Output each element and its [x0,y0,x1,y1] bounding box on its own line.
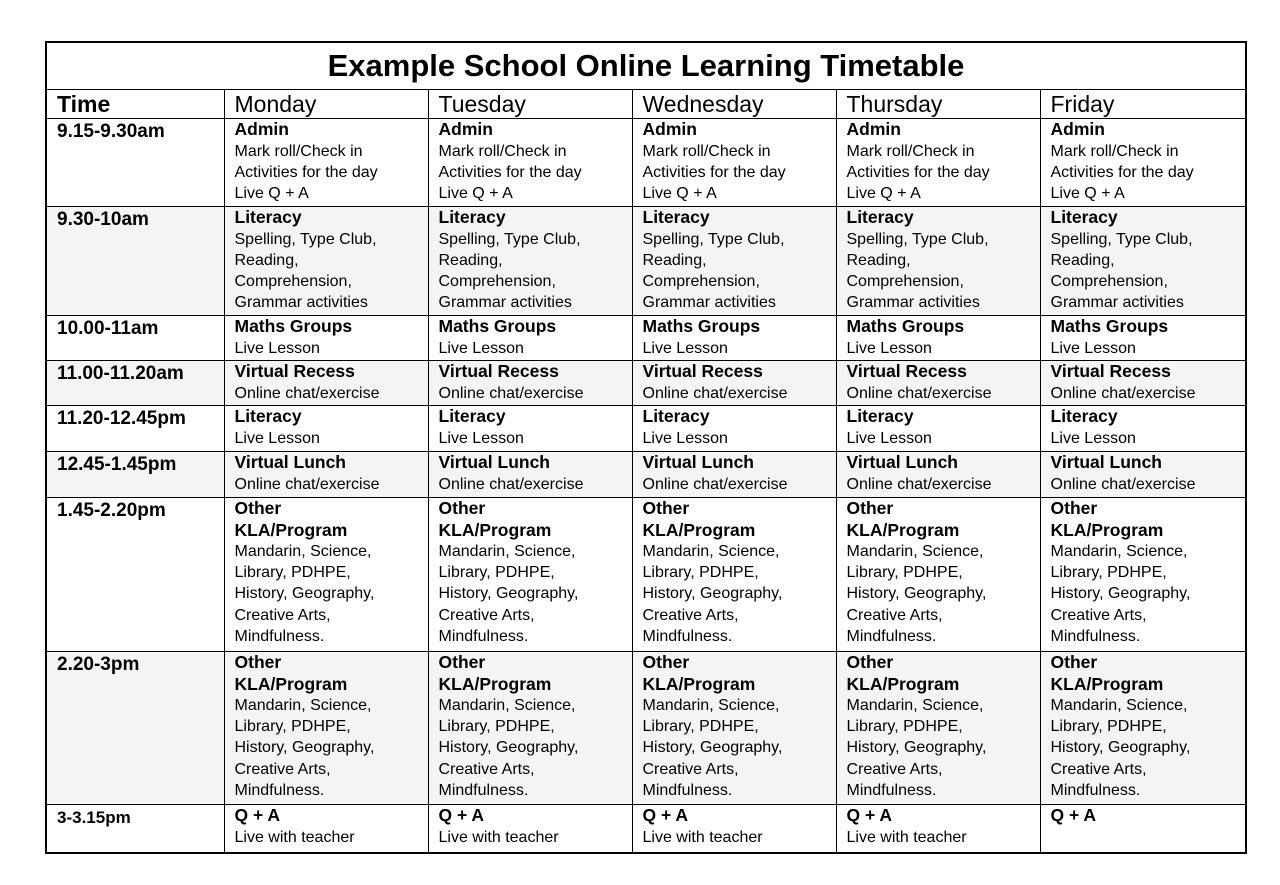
activity-description: Spelling, Type Club, Reading, Comprehension, Grammar activities [846,230,989,312]
activity-description: Mark roll/Check in Activities for the day Live Q + A [438,142,582,202]
activity-title: Q + A [234,805,281,825]
activity-cell-friday [1040,652,1246,805]
time-slot: 1.45-2.20pm [46,498,224,652]
activity-title: Other KLA/Program [1050,498,1164,540]
activity-cell-tuesday [428,406,632,452]
activity-cell-monday [224,805,428,853]
activity-cell-friday [1040,452,1246,498]
activity-cell-wednesday [632,119,836,207]
activity-title: Virtual Lunch [1050,452,1162,472]
activity-description: Spelling, Type Club, Reading, Comprehension, Grammar activities [438,230,581,312]
activity-description: Spelling, Type Club, Reading, Comprehension, Grammar activities [642,230,785,312]
activity-title: Other KLA/Program [1050,652,1164,694]
timetable-row [46,805,1246,853]
timetable-body [46,119,1246,853]
activity-cell-monday [224,207,428,316]
activity-cell-tuesday [428,805,632,853]
activity-description: Mandarin, Science, Library, PDHPE, History, Geography, Creative Arts, Mindfulness. [438,543,579,645]
activity-title: Virtual Lunch [642,452,754,472]
activity-description: Live Lesson [438,429,524,447]
activity-description: Live with teacher [846,828,967,846]
activity-cell-tuesday [428,498,632,652]
activity-title: Virtual Lunch [438,452,550,472]
activity-description: Online chat/exercise [846,475,992,493]
time-slot: 10.00-11am [46,316,224,361]
activity-cell-wednesday [632,316,836,361]
activity-description: Live Lesson [438,339,524,357]
activity-title: Other KLA/Program [438,652,552,694]
activity-cell-tuesday [428,119,632,207]
timetable-row [46,316,1246,361]
activity-description: Mark roll/Check in Activities for the day Live Q + A [234,142,378,202]
time-slot: 11.20-12.45pm [46,406,224,452]
activity-title: Literacy [234,406,302,426]
timetable-row [46,452,1246,498]
activity-title: Literacy [438,406,506,426]
activity-cell-tuesday [428,652,632,805]
activity-cell-thursday [836,652,1040,805]
activity-description: Live with teacher [438,828,559,846]
day-header-monday: Monday [224,90,428,119]
activity-cell-wednesday [632,652,836,805]
activity-cell-thursday [836,361,1040,406]
timetable-row [46,498,1246,652]
activity-cell-wednesday [632,805,836,853]
activity-description: Mark roll/Check in Activities for the day Live Q + A [846,142,990,202]
activity-cell-wednesday [632,406,836,452]
activity-description: Live Lesson [1050,339,1136,357]
activity-description: Online chat/exercise [642,475,788,493]
time-slot: 3-3.15pm [46,805,224,853]
activity-title: Q + A [642,805,689,825]
time-slot: 9.30-10am [46,207,224,316]
activity-description: Online chat/exercise [234,384,380,402]
activity-cell-monday [224,652,428,805]
day-header-friday: Friday [1040,90,1246,119]
activity-description: Online chat/exercise [1050,384,1196,402]
activity-description: Mandarin, Science, Library, PDHPE, History, Geography, Creative Arts, Mindfulness. [846,697,987,799]
activity-title: Maths Groups [846,316,965,336]
activity-cell-thursday [836,316,1040,361]
activity-cell-friday [1040,498,1246,652]
activity-title: Admin [642,119,697,139]
activity-cell-monday [224,498,428,652]
activity-title: Admin [846,119,901,139]
activity-description: Live Lesson [642,429,728,447]
activity-title: Other KLA/Program [846,652,960,694]
activity-title: Other KLA/Program [438,498,552,540]
activity-title: Q + A [846,805,893,825]
activity-description: Mandarin, Science, Library, PDHPE, History, Geography, Creative Arts, Mindfulness. [1050,697,1191,799]
timetable-row [46,361,1246,406]
activity-description: Mandarin, Science, Library, PDHPE, History, Geography, Creative Arts, Mindfulness. [846,543,987,645]
activity-title: Virtual Lunch [846,452,958,472]
activity-title: Virtual Recess [1050,361,1171,381]
time-column-header: Time [46,90,224,119]
time-slot: 11.00-11.20am [46,361,224,406]
activity-cell-wednesday [632,207,836,316]
activity-cell-tuesday [428,316,632,361]
activity-cell-thursday [836,406,1040,452]
activity-title: Other KLA/Program [234,652,348,694]
activity-cell-friday [1040,361,1246,406]
activity-title: Literacy [1050,207,1118,227]
activity-title: Maths Groups [642,316,761,336]
time-slot: 2.20-3pm [46,652,224,805]
activity-title: Admin [234,119,289,139]
activity-title: Virtual Recess [846,361,967,381]
activity-cell-wednesday [632,498,836,652]
activity-cell-thursday [836,805,1040,853]
activity-description: Mark roll/Check in Activities for the day Live Q + A [642,142,786,202]
activity-title: Literacy [846,207,914,227]
activity-title: Admin [438,119,493,139]
activity-cell-tuesday [428,361,632,406]
activity-description: Online chat/exercise [234,475,380,493]
time-slot: 12.45-1.45pm [46,452,224,498]
activity-cell-thursday [836,498,1040,652]
day-header-tuesday: Tuesday [428,90,632,119]
activity-title: Virtual Lunch [234,452,346,472]
activity-title: Literacy [642,406,710,426]
activity-description: Live Lesson [846,339,932,357]
timetable-title: Example School Online Learning Timetable [46,42,1246,90]
activity-title: Literacy [438,207,506,227]
day-header-thursday: Thursday [836,90,1040,119]
activity-description: Mandarin, Science, Library, PDHPE, History, Geography, Creative Arts, Mindfulness. [234,697,375,799]
timetable-row [46,207,1246,316]
activity-cell-friday [1040,805,1246,853]
activity-description: Mandarin, Science, Library, PDHPE, History, Geography, Creative Arts, Mindfulness. [234,543,375,645]
activity-description: Live Lesson [234,429,320,447]
activity-cell-thursday [836,452,1040,498]
activity-cell-monday [224,119,428,207]
activity-description: Online chat/exercise [846,384,992,402]
activity-cell-friday [1040,119,1246,207]
timetable-row [46,652,1246,805]
activity-description: Live Lesson [846,429,932,447]
activity-cell-monday [224,361,428,406]
activity-cell-wednesday [632,452,836,498]
activity-cell-monday [224,316,428,361]
activity-cell-friday [1040,316,1246,361]
activity-description: Online chat/exercise [1050,475,1196,493]
activity-title: Literacy [234,207,302,227]
activity-title: Admin [1050,119,1105,139]
activity-title: Virtual Recess [642,361,763,381]
time-slot: 9.15-9.30am [46,119,224,207]
timetable-row [46,119,1246,207]
activity-title: Literacy [642,207,710,227]
activity-title: Other KLA/Program [642,652,756,694]
activity-cell-tuesday [428,207,632,316]
activity-cell-friday [1040,406,1246,452]
activity-title: Other KLA/Program [234,498,348,540]
activity-cell-wednesday [632,361,836,406]
timetable [45,41,1247,854]
activity-title: Virtual Recess [234,361,355,381]
activity-title: Maths Groups [1050,316,1169,336]
activity-title: Maths Groups [438,316,557,336]
activity-title: Other KLA/Program [846,498,960,540]
activity-description: Mandarin, Science, Library, PDHPE, History, Geography, Creative Arts, Mindfulness. [642,697,783,799]
activity-description: Spelling, Type Club, Reading, Comprehension, Grammar activities [1050,230,1193,312]
day-header-wednesday: Wednesday [632,90,836,119]
activity-description: Live Lesson [234,339,320,357]
activity-cell-tuesday [428,452,632,498]
activity-description: Mark roll/Check in Activities for the day Live Q + A [1050,142,1194,202]
activity-description: Mandarin, Science, Library, PDHPE, History, Geography, Creative Arts, Mindfulness. [438,697,579,799]
activity-title: Other KLA/Program [642,498,756,540]
activity-cell-friday [1040,207,1246,316]
activity-description: Online chat/exercise [642,384,788,402]
activity-description: Live Lesson [642,339,728,357]
activity-title: Maths Groups [234,316,353,336]
timetable-row [46,406,1246,452]
activity-description: Mandarin, Science, Library, PDHPE, History, Geography, Creative Arts, Mindfulness. [1050,543,1191,645]
activity-title: Literacy [846,406,914,426]
activity-description: Spelling, Type Club, Reading, Comprehension, Grammar activities [234,230,377,312]
activity-title: Literacy [1050,406,1118,426]
activity-cell-thursday [836,207,1040,316]
activity-description: Online chat/exercise [438,384,584,402]
activity-title: Q + A [1050,805,1097,825]
activity-title: Q + A [438,805,485,825]
activity-title: Virtual Recess [438,361,559,381]
activity-cell-monday [224,452,428,498]
activity-description: Live Lesson [1050,429,1136,447]
activity-cell-monday [224,406,428,452]
activity-description: Live with teacher [234,828,355,846]
activity-description: Mandarin, Science, Library, PDHPE, History, Geography, Creative Arts, Mindfulness. [642,543,783,645]
activity-cell-thursday [836,119,1040,207]
activity-description: Online chat/exercise [438,475,584,493]
activity-description: Live with teacher [642,828,763,846]
